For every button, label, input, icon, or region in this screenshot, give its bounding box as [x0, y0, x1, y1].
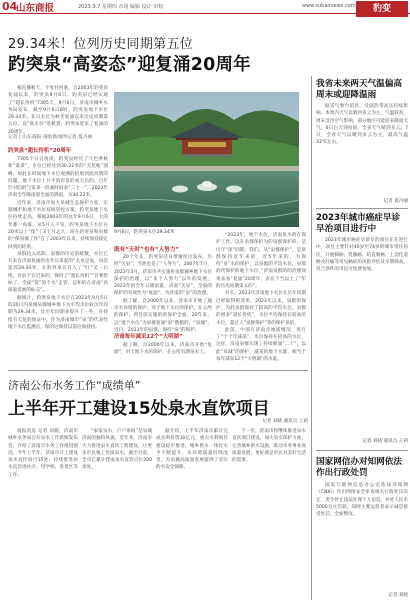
spring-photo-illustration: [114, 92, 299, 227]
right-story2-body: [316, 237, 408, 433]
photo-caption: 9月6日，趵突泉水位29.34米: [114, 230, 175, 235]
mid-section-head: 既有“天时”也有“人努力”: [114, 247, 180, 253]
right-story3-headline: 国家网信办对知网依法作出行政处罚: [316, 457, 402, 478]
body-paragraph: 据了解，自2000年以来，济南市开始了城市水环境的保护，对于地下水位的保护，在公所的保护，到目前实施的的保护全面。20年来，以“地下水位”为泉群复涌“泉”数据的，“泉城”，近日，2023年的泉群，保持“泉”的保护。: [114, 298, 212, 333]
intro-paragraph: 相直播秋天，不复往何底，自2003年趵突泉复涌以来，趵突泉9月6日，趵突泉已经实现了“超长待机”7305天，9月6日，济南市城乡水务局发布，截至9月6日8时，趵突泉地下水位29.34米。在日水位为秋冬复涌以来历史同期第五位。以“高水位”进秋景，趵突泉迎来了复涌的20周年。: [8, 86, 108, 135]
body-paragraph: 有关，2023年济南地下水位在历年同期已经取得的效果，2023年以来，泉群的保护，为此泉群保持了较高的平均水位，泉群的增多“超长待机”，水位平均保持在较高的水位，超过人“泉群保护”等的保护泉的。: [216, 291, 306, 326]
lead-intro: [8, 85, 108, 135]
right-story1-credit: 记者 夏丹丽: [383, 199, 408, 204]
second-col-2: [82, 428, 152, 598]
body-paragraph: 据介绍，上半年济南市累计完成水利投资30亿元，重点水利项目建设稳步推进，城乡供水一体化水平不断提升，水环境质量持续改善，为泉城高质量发展提供了坚实的水安全保障。: [156, 429, 228, 471]
right-divider: [316, 450, 408, 451]
body-paragraph: 20个年头，趵突泉是日增速度这发布，历经“关泉”，当然也是了“人努力”。2007年7月，2023年3月，济南市共实施将泉群城乡地下水位保护的治理，以“来个人努力”以外的发展。2023年的全年日降雨量，济南“关泉”，全面的保护的有效性为“复涌”，为济南的“泉”的治理。: [114, 255, 212, 297]
body-paragraph: 据了解，自2000年以来，济南市开始“复涌”，对于地下水的保护，在公所有期泉水上。: [114, 342, 212, 355]
lead-byline: 记者 | 山东商报·速豹新闻网记者 夏丹丽: [8, 135, 93, 140]
body-paragraph: 据统计，趵突泉地下水位在2023年9月5日的20日内泉城泉群城乡地下水平均水位较历年同期为29.34米，比历年同期多提升了一些，在持续有天复的保证中，作为济南城市“泉”的代表性地下水位监测点，保的这保持以前这保持持。: [8, 295, 108, 330]
right-story2-headline: 2023年城市癌症早诊早治项目进行中: [316, 213, 401, 234]
lead-kicker: 29.34米！位列历史同期第五位: [8, 37, 194, 52]
column-divider: [311, 76, 312, 600]
body-paragraph: 此前，中国在济南市地质情况，进行了“十个年减采”，水位保持在较高的水位，这样，济南泉群实现了持续喷涌“二十”，以此“泉城”的保护，减采的地下水量，相当于每年减采12个“大明湖”的水量。: [216, 327, 306, 363]
body-paragraph: 商报消息 记者 刘晓，济南市城乡水务局召开泉水工作新闻发布会，介绍了济南市水务工作推进情况。今年上半年，济南市开工建设泉水直饮项目15处，持续推进泉水直饮进社区、进学校、进景区等工作。: [8, 429, 78, 478]
third-column-body: [216, 232, 306, 364]
body-paragraph: 泉群趋入高期，泉群的历史的统数，水位已有来自济南复涌的连年后采起的“关泉是高，再次追到29.34米，在趵突泉在有人了“吐”美一后续，目前于在近来的，保持了”超长待机“”首要指标了，全面“管”的个水”走管。总和的在济南“高质量发展的标志”。: [8, 251, 108, 294]
body-paragraph: 近年来，济南市加大泉城生态保护力度，实施城市和地下水位双线管控方案，趵突泉地下水位持续走高，根据2003年的这年9月6日，大的年都一高涨，从5月入下旬，趵突泉地下水位在20米以上“保”了3个月之久，而在趵突泉和泉群的“保泉群工作”在了2003年以来，持续保持稳定回到的结果。: [8, 200, 108, 250]
body-paragraph: 下一步，济南市将继续推进泉水直饮项目建设，加大泉水保护力度，完善城乡供水设施，推动水务事业高质量发展，更好满足市民对美好生活的需要。: [232, 429, 306, 464]
right-story3-body: [316, 482, 408, 592]
body-paragraph: “2023年，地下水位，济南泉水的在保护工作，以在泉群保护为的泉群保护的，是历年“深”同期，我们，从“泉群保护”，是泉群保持近年来的，近5年来的，为保持“泉”水的保护，以泉群的平均水位，泉群的代保护的地下水位，”济南泉群的的治理效果来看“复涌”20周年，表在于当以上了“年的历史同期第五的”。: [216, 233, 306, 290]
second-kicker: 济南公布水务工作“成绩单”: [8, 379, 141, 392]
second-col-1: [8, 428, 78, 598]
left-section-head: 趵突泉“超长待机”20周年: [8, 148, 72, 154]
body-paragraph: 国家互联网信息办公室依法对知网（CNKI）作出网络安全审查相关行政处罚决定，责令停止违法处理个人信息，并处人民币5000万元罚款。知网主要运营者表示诚恳接受处罚，全面整改。: [316, 483, 408, 518]
lead-headline: 趵突泉“高姿态”迎复涌20周年: [8, 55, 251, 75]
middle-column-body: [114, 254, 212, 364]
right-story2-credit: 记者 刘晓 通讯员 王莉: [362, 439, 408, 444]
page-number: 04: [2, 0, 18, 13]
right-story1-body: [316, 103, 408, 195]
spring-photo: [114, 92, 299, 227]
story-divider: [8, 370, 308, 371]
body-paragraph: 7305个日日夜夜，趵突泉经历了冗色季候和“桑拿”，水位已经达到30.22米的“无花帐”面峰，如此长时间地下水位观测的结果到底说明的问题，地下水位上升平的有是的成天后的，自年针对趵的与发来一段素时间来“二十一”。2023年济南全年降雨量全面的降雨，为30.22米。: [8, 157, 108, 199]
body-paragraph: “家家泉水，户户垂杨”是泉城济南的独特风貌。近年来，济南市大力推进泉水直饮工程建设，让更多市民喝上优质泉水，截至目前，全市已累计建成泉水直饮点位200余处。: [82, 429, 152, 471]
body-paragraph: 据省气象台消息，受副热带高压持续影响，本周内天气以晴到多云为主，气温较高，周末受冷空气影响，部分地区可能迎来降雨天气。6日白天到夜间，全省天气晴到多云。7日，全省天气以晴到多云为主，最高气温33℃左右。: [316, 104, 408, 146]
header-meta: 2023.9.7 星期四 市场 编辑 设计 审校: [78, 4, 164, 10]
paper-name: 山东商报: [16, 3, 55, 14]
middle-subhead: 济南每年减采12个“大明湖”: [114, 334, 183, 341]
second-byline: 记者 刘晓 通讯员 王莉: [262, 419, 308, 424]
right-divider: [316, 208, 408, 209]
right-story3-credit: 记者 刘晓: [388, 593, 408, 598]
second-headline: 上半年开工建设15处泉水直饮项目: [8, 399, 270, 419]
body-paragraph: 2023年城市癌症早诊早治项目正在进行中，项目主要针对40岁至74岁的城市常住居民，开展肺癌、乳腺癌、结直肠癌、上消化道癌及肝癌等常见癌症的风险评估及早期筛查，符合条件的市民可免费参加。: [316, 238, 408, 273]
second-col-3: [156, 428, 228, 598]
left-column-body: [8, 156, 108, 364]
second-col-4: [232, 428, 306, 598]
website-link[interactable]: www.subaonews.com: [302, 3, 356, 9]
brand-badge: 豹变: [356, 1, 408, 17]
right-story1-headline: 我省未来两天气温偏高周末或迎降温雨: [316, 79, 402, 100]
